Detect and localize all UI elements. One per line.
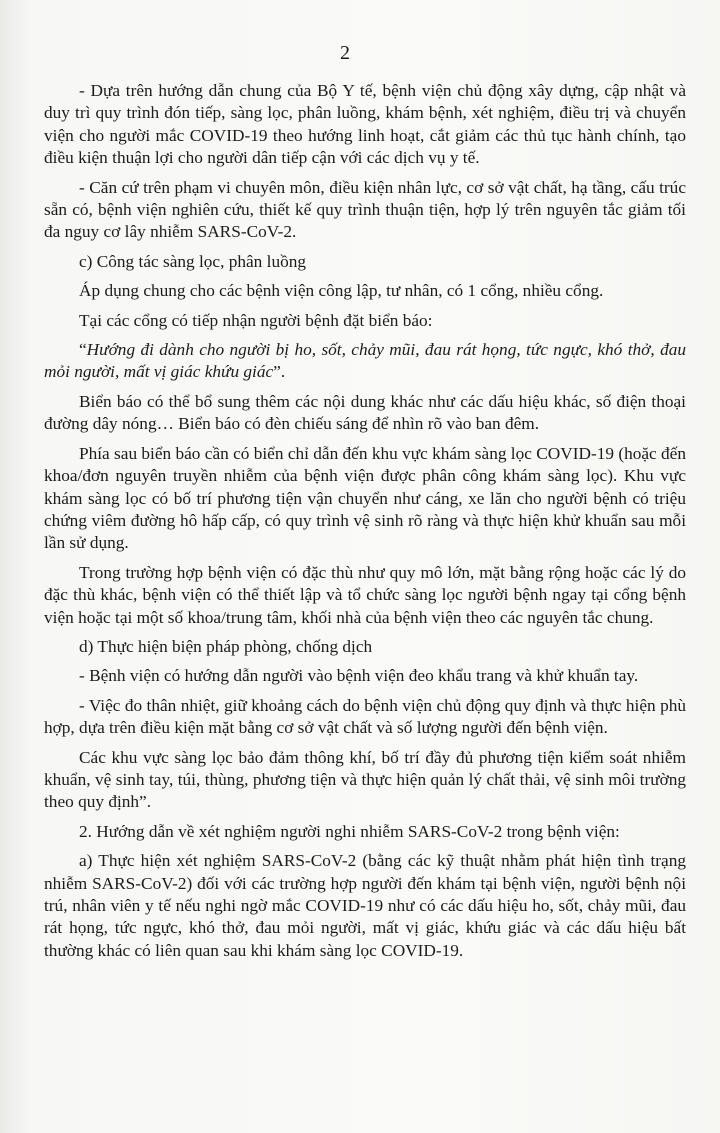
- document-body: [44, 80, 686, 969]
- paragraph-directions: Phía sau biển báo cần có biển chỉ dẫn đến khu vực khám sàng lọc COVID-19 (hoặc đến khoa/đơn nguyên truyền nhiễm của bệnh viện được phân công khám sàng lọc). Khu vực khám sàng lọc có bố trí phương tiện vận chuyển như cáng, xe lăn cho người bệnh có triệu chứng viêm đường hô hấp cấp, có quy trình vệ sinh rõ ràng và thực hiện khử khuẩn sau mỗi lần sử dụng.: [44, 443, 686, 553]
- sign-quote-text: Hướng đi dành cho người bị ho, sốt, chảy mũi, đau rát họng, tức ngực, khó thở, đau mỏi người, mất vị giác khứu giác: [44, 340, 686, 382]
- quote-open: “: [79, 340, 87, 360]
- paragraph-sign-extra: Biển báo có thể bổ sung thêm các nội dung khác như các dấu hiệu khác, số điện thoại đường dây nóng… Biển báo có đèn chiếu sáng để nhìn rõ vào ban đêm.: [44, 391, 686, 434]
- heading-screening: c) Công tác sàng lọc, phân luồng: [79, 251, 307, 271]
- heading-testing: 2. Hướng dẫn về xét nghiệm người nghi nhiễm SARS-CoV-2 trong bệnh viện:: [79, 821, 620, 841]
- paragraph-signage-intro: Tại các cổng có tiếp nhận người bệnh đặt biển báo:: [79, 310, 433, 330]
- paragraph-temperature: - Việc đo thân nhiệt, giữ khoảng cách do bệnh viện chủ động quy định và thực hiện phù hợp, dựa trên điều kiện mặt bằng cơ sở vật chất và số lượng người đến bệnh viện.: [44, 695, 686, 738]
- paragraph-testing: a) Thực hiện xét nghiệm SARS-CoV-2 (bằng các kỹ thuật nhằm phát hiện tình trạng nhiễm SARS-CoV-2) đối với các trường hợp người đến khám tại bệnh viện, người bệnh nội trú, nhân viên y tế nếu nghi ngờ mắc COVID-19 như có các dấu hiệu ho, sốt, chảy mũi, đau rát họng, tức ngực, khó thở, đau mỏi người, mất vị giác, khứu giác và các dấu hiệu bất thường khác có liên quan sau khi khám sàng lọc COVID-19.: [44, 851, 686, 960]
- paragraph-special-cases: Trong trường hợp bệnh viện có đặc thù như quy mô lớn, mặt bằng rộng hoặc các lý do đặc thù khác, bệnh viện có thể thiết lập và tổ chức sàng lọc người bệnh ngay tại cổng bệnh viện hoặc tại một số khoa/trung tâm, khối nhà của bệnh viện theo các nguyên tắc chung.: [44, 562, 686, 627]
- page-number: 2: [340, 42, 350, 64]
- paragraph-design-process: - Căn cứ trên phạm vi chuyên môn, điều kiện nhân lực, cơ sở vật chất, hạ tầng, cấu trúc sẵn có, bệnh viện nghiên cứu, thiết kế quy trình thuận tiện, hợp lý trên nguyên tắc giảm tối đa nguy cơ lây nhiễm SARS-CoV-2.: [44, 177, 686, 242]
- paragraph-masks: - Bệnh viện có hướng dẫn người vào bệnh viện đeo khẩu trang và khử khuẩn tay.: [79, 666, 639, 686]
- paragraph-sign-quote: [44, 339, 686, 384]
- paragraph-applicability: Áp dụng chung cho các bệnh viện công lập, tư nhân, có 1 cổng, nhiều cổng.: [79, 281, 604, 301]
- heading-prevention: d) Thực hiện biện pháp phòng, chống dịch: [79, 636, 373, 656]
- paragraph-guidance-process: - Dựa trên hướng dẫn chung của Bộ Y tế, bệnh viện chủ động xây dựng, cập nhật và duy trì quy trình đón tiếp, sàng lọc, phân luồng, khám bệnh, xét nghiệm, điều trị và chuyển viện cho người mắc COVID-19 theo hướng linh hoạt, cắt giảm các thủ tục hành chính, tạo điều kiện thuận lợi cho người dân tiếp cận với các dịch vụ y tế.: [44, 81, 686, 168]
- paragraph-ventilation: Các khu vực sàng lọc bảo đảm thông khí, bố trí đầy đủ phương tiện kiểm soát nhiễm khuẩn, vệ sinh tay, túi, thùng, phương tiện và thực hiện quản lý chất thải, vệ sinh môi trường theo quy định”.: [44, 747, 686, 812]
- quote-close: ”.: [273, 362, 286, 382]
